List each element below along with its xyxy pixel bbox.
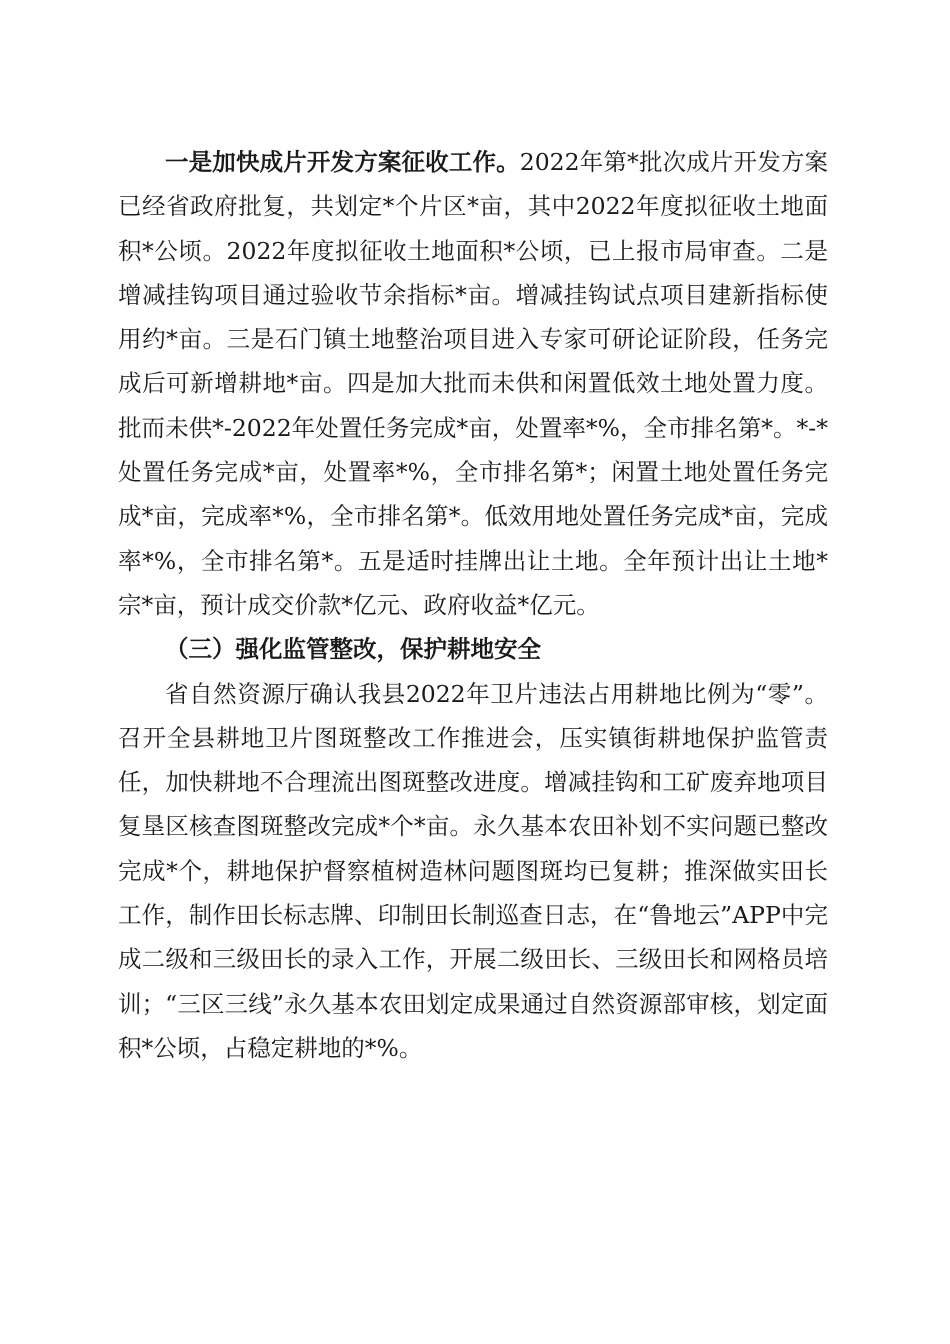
document-body — [118, 140, 828, 1070]
paragraph-text: 2022年第*批次成片开发方案已经省政府批复，共划定*个片区*亩，其中2022年度拟征收土地面积*公顷。2022年度拟征收土地面积*公顷，已上报市局审查。二是增减挂钩项目通过验收节余指标*亩。增减挂钩试点项目建新指标使用约*亩。三是石门镇土地整治项目进入专家可研论证阶段，任务完成后可新增耕地*亩。四是加大批而未供和闲置低效土地处置力度。批而未供*-2022年处置任务完成*亩，处置率*%，全市排名第*。*-*处置任务完成*亩，处置率*%，全市排名第*；闲置土地处置任务完成*亩，完成率*%，全市排名第*。低效用地处置任务完成*亩，完成率*%，全市排名第*。五是适时挂牌出让土地。全年预计出让土地*宗*亩，预计成交价款*亿元、政府收益*亿元。 — [118, 148, 829, 619]
paragraph-lead: 一是加快成片开发方案征收工作。 — [165, 148, 520, 176]
paragraph-farmland-protection — [118, 672, 828, 1071]
paragraph-text: 省自然资源厅确认我县2022年卫片违法占用耕地比例为“零”。召开全县耕地卫片图斑整改工作推进会，压实镇街耕地保护监管责任，加快耕地不合理流出图斑整改进度。增减挂钩和工矿废弃地项目复垦区核查图斑整改完成*个*亩。永久基本农田补划不实问题已整改完成*个，耕地保护督察植树造林问题图斑均已复耕；推深做实田长工作，制作田长标志牌、印制田长制巡查日志，在“鲁地云”APP中完成二级和三级田长的录入工作，开展二级田长、三级田长和网格员培训；“三区三线”永久基本农田划定成果通过自然资源部审核，划定面积*公顷，占稳定耕地的*%。 — [118, 679, 828, 1062]
paragraph-land-development — [118, 140, 828, 627]
section-heading: （三）强化监管整改，保护耕地安全 — [165, 635, 541, 664]
